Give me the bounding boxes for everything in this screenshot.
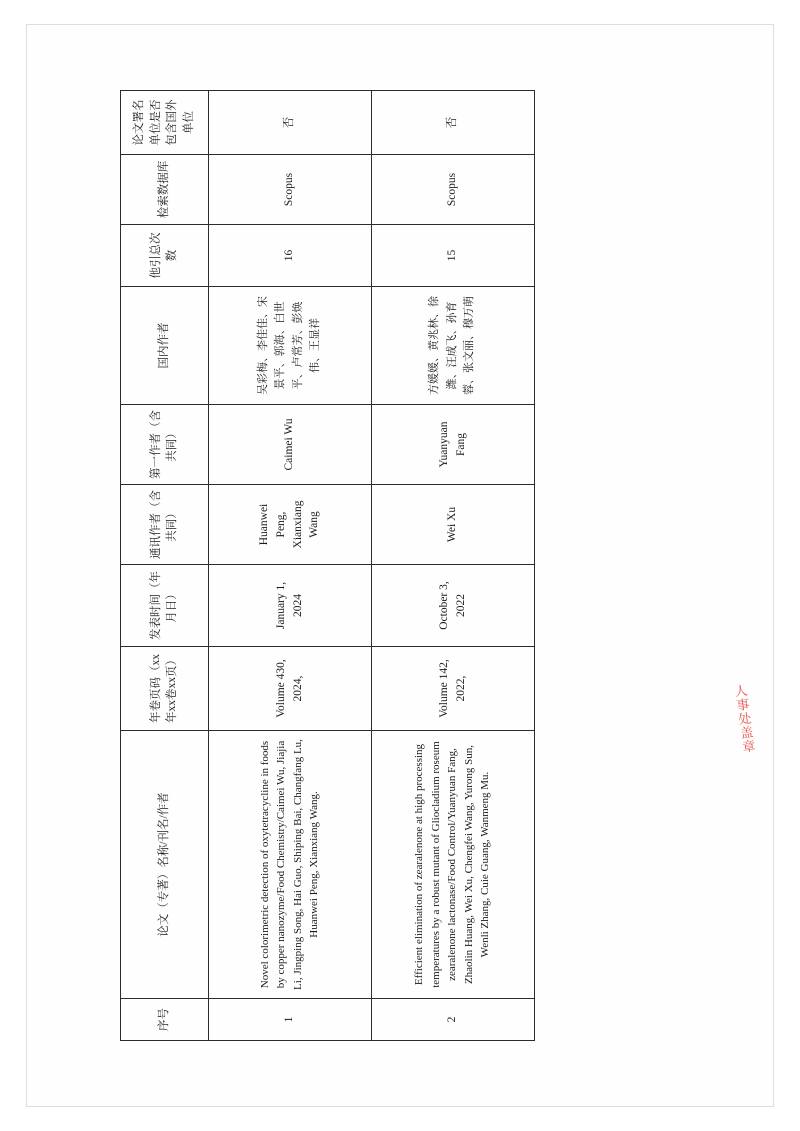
cell-corresponding-author: Huanwei Peng, Xianxiang Wang [208, 484, 371, 564]
cell-citation-count: 16 [208, 224, 371, 286]
cell-title: Efficient elimination of zearalenone at high processing temperatures by a robust mutant of Gliocladium roseum zearalenone lactonase/Food Control/Yuanyuan Fang, Zhaolin Huang, Wei Xu, Chengfei Wang, Yurong Sun, Wenli Zhang, Cuie Guang, Wanmeng Mu. [371, 730, 534, 998]
header-first-author: 第一作者（含共同） [121, 404, 209, 484]
header-corresponding-author: 通讯作者（含共同） [121, 484, 209, 564]
header-date: 发表时间（年月日） [121, 564, 209, 646]
cell-volume: Volume 430, 2024, [208, 646, 371, 730]
header-domestic-authors: 国内作者 [121, 286, 209, 404]
cell-foreign-affiliation: 否 [371, 90, 534, 154]
header-citation-count: 他引总次数 [121, 224, 209, 286]
cell-volume: Volume 142, 2022, [371, 646, 534, 730]
cell-first-author: Caimei Wu [208, 404, 371, 484]
header-title: 论文（专著）名称/刊名/作者 [121, 730, 209, 998]
cell-date: January 1, 2024 [208, 564, 371, 646]
cell-database: Scopus [208, 154, 371, 224]
header-database: 检索数据库 [121, 154, 209, 224]
header-volume: 年卷页码（xx年xx卷xx页） [121, 646, 209, 730]
cell-title: Novel colorimetric detection of oxytetracycline in foods by copper nanozyme/Food Chemistry/Caimei Wu, Jiajia Li, Jingping Song, Hai Guo, Shiping Bai, Changfang Lu, Huanwei Peng, Xianxiang Wang. [208, 730, 371, 998]
header-index: 序号 [121, 998, 209, 1040]
cell-corresponding-author: Wei Xu [371, 484, 534, 564]
header-foreign-affiliation: 论文署名单位是否包含国外单位 [121, 90, 209, 154]
cell-database: Scopus [371, 154, 534, 224]
publication-table [120, 90, 535, 1041]
cell-domestic-authors: 吴彩梅、李佳佳、宋景平、郭海、白世平、卢常芳、彭焕伟、王显祥 [208, 286, 371, 404]
table-row [208, 90, 371, 1040]
cell-first-author: Yuanyuan Fang [371, 404, 534, 484]
publication-table-container [120, 91, 680, 1041]
cell-index: 1 [208, 998, 371, 1040]
cell-citation-count: 15 [371, 224, 534, 286]
scanned-page [26, 24, 774, 1107]
cell-date: October 3, 2022 [371, 564, 534, 646]
cell-foreign-affiliation: 否 [208, 90, 371, 154]
table-header-row [121, 90, 209, 1040]
table-row [371, 90, 534, 1040]
cell-domestic-authors: 方媛媛、黄兆林、徐潍、汪成飞、孙育蓉、张文丽、穆万萌 [371, 286, 534, 404]
cell-index: 2 [371, 998, 534, 1040]
red-seal-text: 人事处盖章 [731, 683, 757, 755]
